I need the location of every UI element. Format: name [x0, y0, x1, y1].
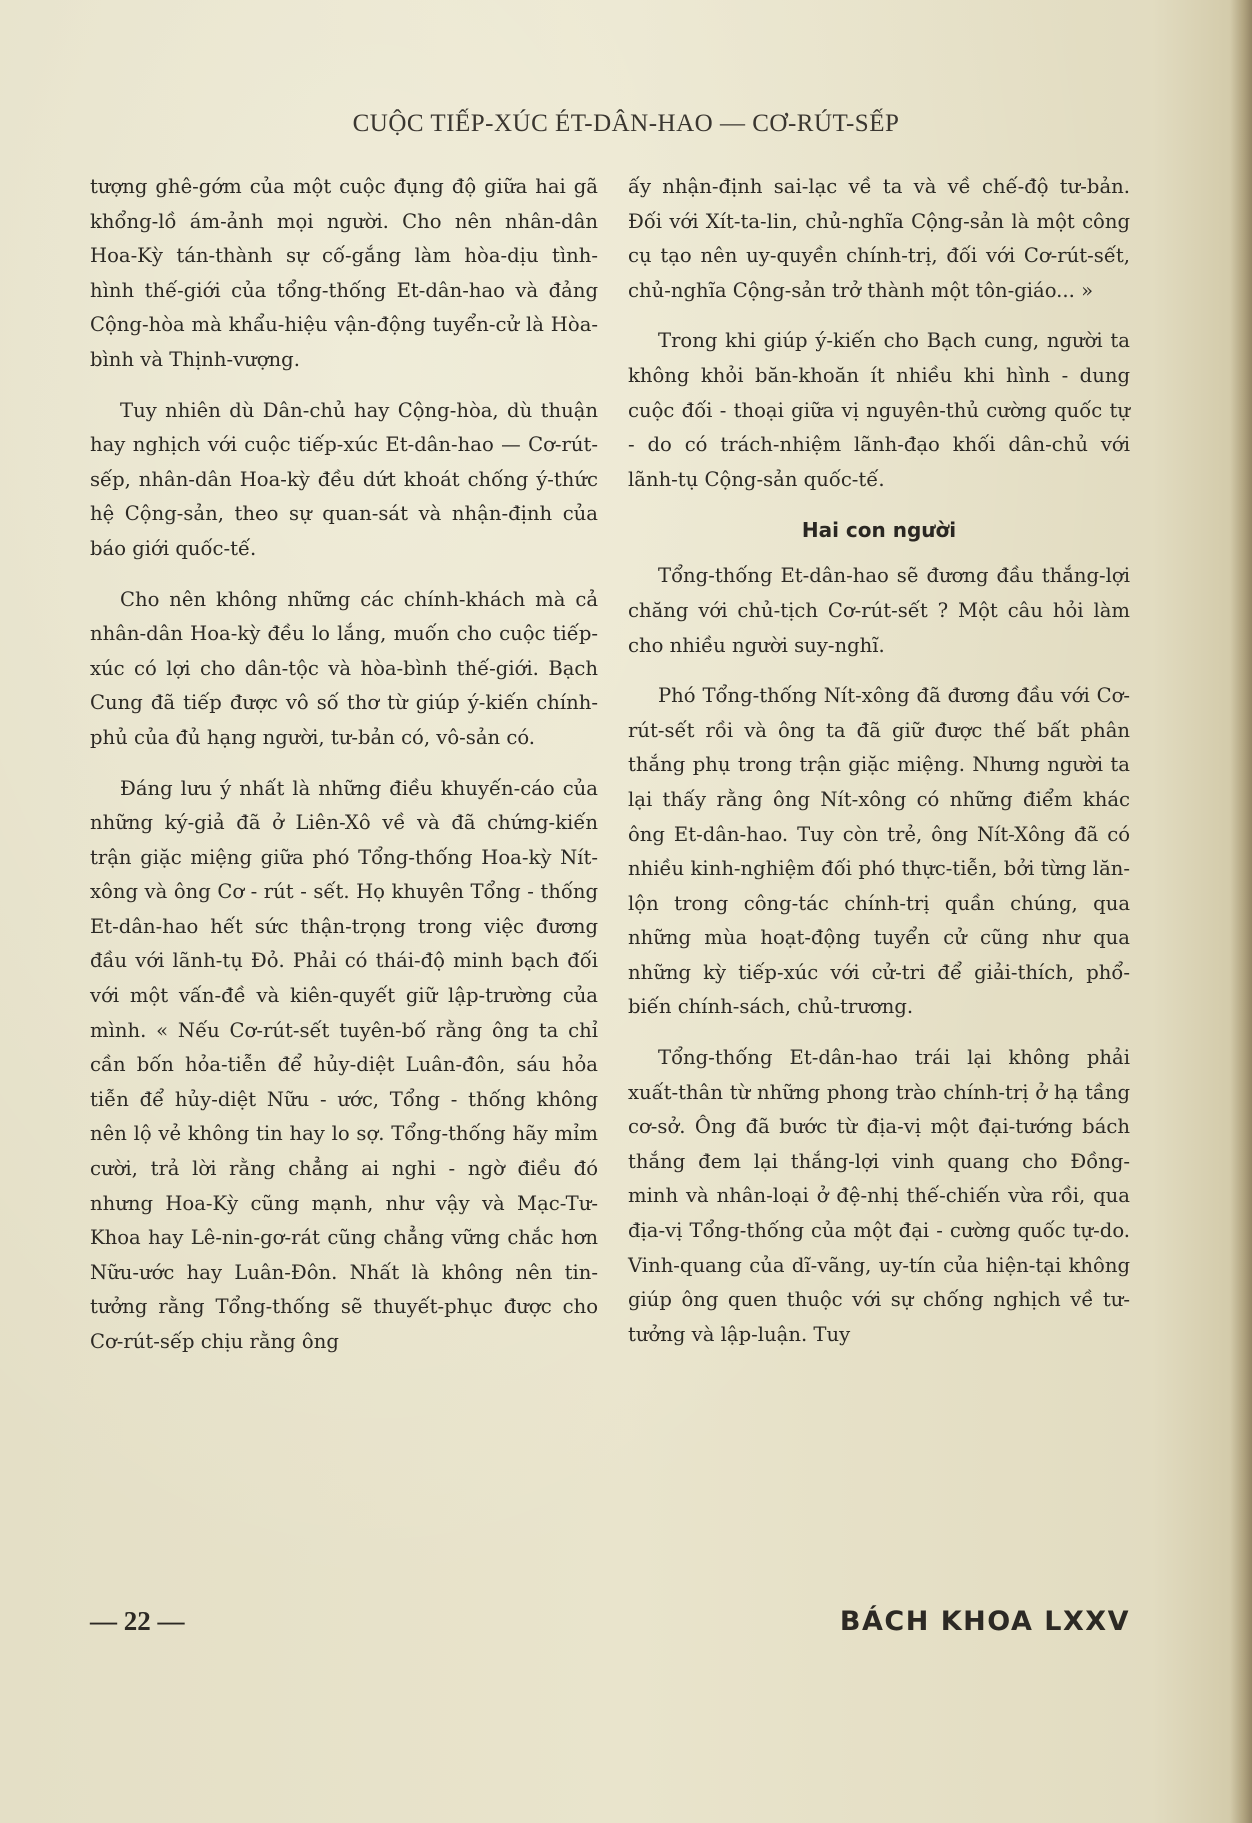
right-paragraph-4: Phó Tổng-thống Nít-xông đã đương đầu với Cơ-rút-sết rồi và ông ta đã giữ được thế bất phân thắng phụ trong trận giặc miệng. Nhưng người ta lại thấy rằng ông Nít-xông có những điểm khác ông Et-dân-hao. Tuy còn trẻ, ông Nít-Xông đã có nhiều kinh-nghiệm đối phó thực-tiễn, bởi từng lăn-lộn trong công-tác chính-trị quần chúng, qua những mùa hoạt-động tuyển cử cũng như qua những kỳ tiếp-xúc với cử-tri để giải-thích, phổ-biến chính-sách, chủ-trương.	[628, 684, 1130, 1019]
left-paragraph-3: Cho nên không những các chính-khách mà cả nhân-dân Hoa-kỳ đều lo lắng, muốn cho cuộc tiếp-xúc có lợi cho dân-tộc và hòa-bình thế-giới. Bạch Cung đã tiếp được vô số thơ từ giúp ý-kiến chính-phủ của đủ hạng người, tư-bản có, vô-sản có.	[90, 587, 598, 749]
right-paragraph-1: ấy nhận-định sai-lạc về ta và về chế-độ tư-bản. Đối với Xít-ta-lin, chủ-nghĩa Cộng-sản là một công cụ tạo nên uy-quyền chính-trị, đối với Cơ-rút-sết, chủ-nghĩa Cộng-sản trở thành một tôn-giáo... »	[628, 175, 1130, 302]
left-paragraph-1: tượng ghê-gớm của một cuộc đụng độ giữa hai gã khổng-lồ ám-ảnh mọi người. Cho nên nhân-dân Hoa-Kỳ tán-thành sự cố-gắng làm hòa-dịu tình-hình thế-giới của tổng-thống Et-dân-hao và đảng Cộng-hòa mà khẩu-hiệu vận-động tuyển-cử là Hòa-bình và Thịnh-vượng.	[90, 175, 598, 371]
running-head: CUỘC TIẾP-XÚC ÉT-DÂN-HAO — CƠ-RÚT-SẾP	[352, 110, 900, 137]
left-column	[90, 170, 598, 1376]
section-subhead: Hai con người	[801, 518, 957, 543]
left-paragraph-4: Đáng lưu ý nhất là những điều khuyến-cáo của những ký-giả đã ở Liên-Xô về và đã chứng-kiến trận giặc miệng giữa phó Tổng-thống Hoa-kỳ Nít-xông và ông Cơ - rút - sết. Họ khuyên Tổng - thống Et-dân-hao hết sức thận-trọng trong việc đương đầu với lãnh-tụ Đỏ. Phải có thái-độ minh bạch đối với một vấn-đề và kiên-quyết giữ lập-trường của mình. « Nếu Cơ-rút-sết tuyên-bố rằng ông ta chỉ cần bốn hỏa-tiễn để hủy-diệt Luân-đôn, sáu hỏa tiễn để hủy-diệt Nữu - ước, Tổng - thống không nên lộ vẻ không tin hay lo sợ. Tổng-thống hãy mỉm cười, trả lời rằng chẳng ai nghi - ngờ điều đó nhưng Hoa-Kỳ cũng mạnh, như vậy và Mạc-Tư-Khoa hay Lê-nin-gơ-rát cũng chẳng vững chắc hơn Nữu-ước hay Luân-Đôn. Nhất là không nên tin-tưởng rằng Tổng-thống sẽ thuyết-phục được cho Cơ-rút-sếp chịu rằng ông	[90, 776, 598, 1353]
magazine-issue: BÁCH KHOA LXXV	[839, 1606, 1130, 1637]
right-paragraph-3: Tổng-thống Et-dân-hao sẽ đương đầu thắng-lợi chăng với chủ-tịch Cơ-rút-sết ? Một câu hỏi làm cho nhiều người suy-nghĩ.	[628, 564, 1130, 657]
page-edge-shadow	[1230, 0, 1252, 1823]
left-paragraph-2: Tuy nhiên dù Dân-chủ hay Cộng-hòa, dù thuận hay nghịch với cuộc tiếp-xúc Et-dân-hao — Cơ-rút-sếp, nhân-dân Hoa-kỳ đều dứt khoát chống ý-thức hệ Cộng-sản, theo sự quan-sát và nhận-định của báo giới quốc-tế.	[90, 398, 598, 560]
right-column	[628, 170, 1130, 1368]
page-number: — 22 —	[90, 1606, 185, 1636]
right-paragraph-2: Trong khi giúp ý-kiến cho Bạch cung, người ta không khỏi băn-khoăn ít nhiều khi hình - dung cuộc đối - thoại giữa vị nguyên-thủ cường quốc tự - do có trách-nhiệm lãnh-đạo khối dân-chủ với lãnh-tụ Cộng-sản quốc-tế.	[628, 329, 1130, 491]
right-paragraph-5: Tổng-thống Et-dân-hao trái lại không phải xuất-thân từ những phong trào chính-trị ở hạ tầng cơ-sở. Ông đã bước từ địa-vị một đại-tướng bách thắng đem lại thắng-lợi vinh quang cho Đồng-minh và nhân-loại ở đệ-nhị thế-chiến vừa rồi, qua địa-vị Tổng-thống của một đại - cường quốc tự-do. Vinh-quang của dĩ-vãng, uy-tín của hiện-tại không giúp ông quen thuộc với sự chống nghịch về tư-tưởng và lập-luận. Tuy	[628, 1046, 1130, 1346]
